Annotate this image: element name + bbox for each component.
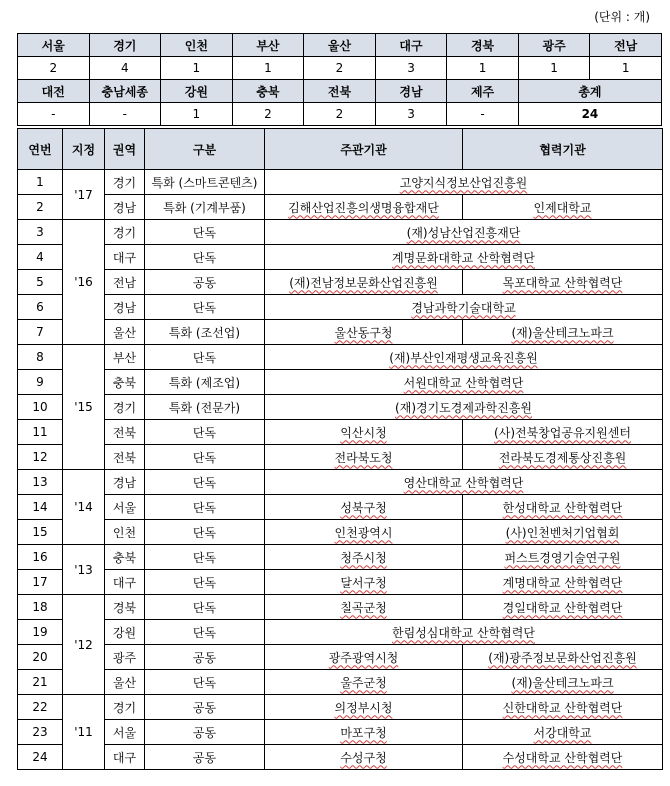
summary-value: 1 — [161, 103, 233, 126]
region-cell: 전북 — [105, 445, 145, 470]
serial-number-cell: 17 — [18, 570, 63, 595]
table-row — [18, 520, 663, 545]
summary-value: 1 — [161, 57, 233, 80]
partner-org-cell — [463, 645, 663, 670]
region-cell: 대구 — [105, 570, 145, 595]
year-cell: '16 — [63, 220, 105, 345]
host-org-text: 칠곡군청 — [340, 600, 387, 615]
host-org-text: 달서구청 — [340, 575, 387, 590]
partner-org-cell — [463, 720, 663, 745]
type-cell: 단독 — [145, 520, 265, 545]
summary-value: - — [89, 103, 161, 126]
serial-number-cell: 1 — [18, 170, 63, 195]
year-cell: '12 — [63, 595, 105, 695]
host-org-cell — [265, 595, 463, 620]
summary-label: 전북 — [304, 80, 376, 103]
host-org-text: 한림성심대학교 산학협력단 — [392, 625, 535, 640]
type-cell: 단독 — [145, 670, 265, 695]
type-cell: 단독 — [145, 570, 265, 595]
partner-org-cell — [463, 445, 663, 470]
summary-value: 2 — [232, 103, 304, 126]
column-header: 협력기관 — [463, 129, 663, 170]
host-org-text: 청주시청 — [340, 550, 387, 565]
serial-number-cell: 23 — [18, 720, 63, 745]
partner-org-text: (재)울산테크노파크 — [511, 325, 614, 340]
year-cell: '14 — [63, 470, 105, 545]
summary-label: 경남 — [375, 80, 447, 103]
host-org-cell — [265, 395, 663, 420]
host-org-text: 서원대학교 산학협력단 — [403, 375, 524, 390]
region-cell: 경남 — [105, 195, 145, 220]
serial-number-cell: 11 — [18, 420, 63, 445]
host-org-text: 울주군청 — [340, 675, 387, 690]
partner-org-text: 경일대학교 산학협력단 — [502, 600, 623, 615]
type-cell: 공동 — [145, 695, 265, 720]
region-cell: 충북 — [105, 545, 145, 570]
table-row — [18, 170, 663, 195]
region-cell: 경기 — [105, 695, 145, 720]
partner-org-text: (사)전북창업공유지원센터 — [494, 425, 631, 440]
serial-number-cell: 20 — [18, 645, 63, 670]
host-org-text: 김해산업진흥의생명융합재단 — [288, 200, 439, 215]
summary-label: 충남세종 — [89, 80, 161, 103]
partner-org-cell — [463, 420, 663, 445]
table-row — [18, 745, 663, 770]
region-cell: 경북 — [105, 595, 145, 620]
summary-total-value: 24 — [518, 103, 661, 126]
type-cell: 단독 — [145, 545, 265, 570]
region-cell: 서울 — [105, 495, 145, 520]
type-cell: 단독 — [145, 470, 265, 495]
serial-number-cell: 21 — [18, 670, 63, 695]
table-row — [18, 220, 663, 245]
host-org-cell — [265, 345, 663, 370]
region-cell: 대구 — [105, 745, 145, 770]
summary-value-row-1 — [18, 57, 662, 80]
host-org-text: 인천광역시 — [334, 525, 393, 540]
partner-org-cell — [463, 495, 663, 520]
host-org-cell — [265, 420, 463, 445]
table-row — [18, 645, 663, 670]
host-org-text: 마포구청 — [340, 725, 387, 740]
type-cell: 공동 — [145, 645, 265, 670]
summary-header-row-2 — [18, 80, 662, 103]
summary-value: 1 — [447, 57, 519, 80]
partner-org-text: 한성대학교 산학협력단 — [502, 500, 623, 515]
serial-number-cell: 15 — [18, 520, 63, 545]
host-org-cell — [265, 745, 463, 770]
host-org-cell — [265, 695, 463, 720]
type-cell: 단독 — [145, 420, 265, 445]
serial-number-cell: 19 — [18, 620, 63, 645]
table-row — [18, 245, 663, 270]
region-cell: 전북 — [105, 420, 145, 445]
summary-value: 1 — [518, 57, 590, 80]
host-org-cell — [265, 245, 663, 270]
type-cell: 단독 — [145, 245, 265, 270]
serial-number-cell: 10 — [18, 395, 63, 420]
partner-org-text: 서강대학교 — [533, 725, 592, 740]
region-cell: 부산 — [105, 345, 145, 370]
summary-label: 인천 — [161, 34, 233, 57]
host-org-text: 성북구청 — [340, 500, 387, 515]
host-org-cell — [265, 670, 463, 695]
serial-number-cell: 8 — [18, 345, 63, 370]
partner-org-cell — [463, 270, 663, 295]
summary-value: 2 — [18, 57, 90, 80]
region-cell: 전남 — [105, 270, 145, 295]
type-cell: 단독 — [145, 595, 265, 620]
host-org-cell — [265, 220, 663, 245]
summary-header-row-1 — [18, 34, 662, 57]
table-row — [18, 595, 663, 620]
summary-value: 2 — [304, 103, 376, 126]
type-cell: 단독 — [145, 620, 265, 645]
table-row — [18, 395, 663, 420]
table-row — [18, 545, 663, 570]
host-org-text: 의정부시청 — [334, 700, 393, 715]
table-row — [18, 295, 663, 320]
type-cell: 단독 — [145, 495, 265, 520]
serial-number-cell: 22 — [18, 695, 63, 720]
summary-label: 경북 — [447, 34, 519, 57]
serial-number-cell: 6 — [18, 295, 63, 320]
summary-label: 울산 — [304, 34, 376, 57]
type-cell: 특화 (기계부품) — [145, 195, 265, 220]
host-org-cell — [265, 545, 463, 570]
partner-org-text: 목포대학교 산학협력단 — [502, 275, 623, 290]
summary-label: 서울 — [18, 34, 90, 57]
region-cell: 광주 — [105, 645, 145, 670]
host-org-text: (재)성남산업진흥재단 — [406, 225, 521, 240]
partner-org-text: (사)인천벤처기업협회 — [505, 525, 620, 540]
region-cell: 울산 — [105, 670, 145, 695]
host-org-cell — [265, 270, 463, 295]
year-cell: '11 — [63, 695, 105, 770]
region-summary-table — [17, 33, 662, 126]
summary-label: 대구 — [375, 34, 447, 57]
host-org-text: (재)전남정보문화산업진흥원 — [289, 275, 438, 290]
host-org-cell — [265, 470, 663, 495]
partner-org-text: (재)울산테크노파크 — [511, 675, 614, 690]
table-row — [18, 670, 663, 695]
host-org-cell — [265, 370, 663, 395]
table-row — [18, 720, 663, 745]
column-header: 주관기관 — [265, 129, 463, 170]
table-row — [18, 695, 663, 720]
summary-label: 경기 — [89, 34, 161, 57]
table-row — [18, 420, 663, 445]
region-cell: 경기 — [105, 395, 145, 420]
summary-label: 충북 — [232, 80, 304, 103]
host-org-cell — [265, 495, 463, 520]
table-row — [18, 345, 663, 370]
table-row — [18, 495, 663, 520]
partner-org-cell — [463, 545, 663, 570]
summary-label: 강원 — [161, 80, 233, 103]
host-org-text: 수성구청 — [340, 750, 387, 765]
partner-org-cell — [463, 695, 663, 720]
table-row — [18, 620, 663, 645]
host-org-text: 광주광역시청 — [328, 650, 399, 665]
summary-value: 3 — [375, 103, 447, 126]
partner-org-cell — [463, 745, 663, 770]
year-cell: '17 — [63, 170, 105, 220]
serial-number-cell: 16 — [18, 545, 63, 570]
partner-org-text: 퍼스트경영기술연구원 — [504, 550, 621, 565]
serial-number-cell: 18 — [18, 595, 63, 620]
partner-org-text: 수성대학교 산학협력단 — [502, 750, 623, 765]
region-cell: 경남 — [105, 470, 145, 495]
partner-org-cell — [463, 570, 663, 595]
summary-value-row-2 — [18, 103, 662, 126]
host-org-text: (재)경기도경제과학진흥원 — [395, 400, 532, 415]
serial-number-cell: 14 — [18, 495, 63, 520]
type-cell: 단독 — [145, 295, 265, 320]
serial-number-cell: 4 — [18, 245, 63, 270]
region-cell: 인천 — [105, 520, 145, 545]
summary-value: 3 — [375, 57, 447, 80]
host-org-cell — [265, 445, 463, 470]
column-header: 권역 — [105, 129, 145, 170]
summary-value: 1 — [590, 57, 662, 80]
serial-number-cell: 9 — [18, 370, 63, 395]
region-cell: 강원 — [105, 620, 145, 645]
serial-number-cell: 24 — [18, 745, 63, 770]
type-cell: 특화 (전문가) — [145, 395, 265, 420]
host-org-text: 계명문화대학교 산학협력단 — [392, 250, 535, 265]
column-header: 구분 — [145, 129, 265, 170]
summary-label: 제주 — [447, 80, 519, 103]
partner-org-cell — [463, 320, 663, 345]
host-org-cell — [265, 320, 463, 345]
partner-org-text: 인제대학교 — [533, 200, 592, 215]
region-cell: 경기 — [105, 220, 145, 245]
column-header: 연번 — [18, 129, 63, 170]
column-header: 지정 — [63, 129, 105, 170]
summary-value: 2 — [304, 57, 376, 80]
year-cell: '15 — [63, 345, 105, 470]
type-cell: 특화 (제조업) — [145, 370, 265, 395]
summary-value: 1 — [232, 57, 304, 80]
table-row — [18, 270, 663, 295]
serial-number-cell: 13 — [18, 470, 63, 495]
summary-label: 전남 — [590, 34, 662, 57]
serial-number-cell: 5 — [18, 270, 63, 295]
region-cell: 울산 — [105, 320, 145, 345]
host-org-cell — [265, 195, 463, 220]
host-org-text: (재)부산인재평생교육진흥원 — [389, 350, 538, 365]
serial-number-cell: 3 — [18, 220, 63, 245]
host-org-text: 경남과학기술대학교 — [411, 300, 516, 315]
table-row — [18, 195, 663, 220]
type-cell: 특화 (조선업) — [145, 320, 265, 345]
region-cell: 경기 — [105, 170, 145, 195]
table-row — [18, 320, 663, 345]
host-org-cell — [265, 570, 463, 595]
partner-org-text: (재)광주정보문화산업진흥원 — [488, 650, 637, 665]
host-org-text: 영산대학교 산학협력단 — [403, 475, 524, 490]
type-cell: 특화 (스마트콘텐츠) — [145, 170, 265, 195]
center-list-table — [17, 128, 663, 770]
summary-total-label: 총계 — [518, 80, 661, 103]
partner-org-text: 계명대학교 산학협력단 — [502, 575, 623, 590]
partner-org-cell — [463, 195, 663, 220]
partner-org-cell — [463, 670, 663, 695]
table-row — [18, 570, 663, 595]
partner-org-cell — [463, 520, 663, 545]
type-cell: 공동 — [145, 270, 265, 295]
type-cell: 단독 — [145, 220, 265, 245]
region-cell: 대구 — [105, 245, 145, 270]
serial-number-cell: 12 — [18, 445, 63, 470]
table-row — [18, 445, 663, 470]
host-org-cell — [265, 520, 463, 545]
table-row — [18, 370, 663, 395]
host-org-cell — [265, 645, 463, 670]
host-org-text: 울산동구청 — [334, 325, 393, 340]
summary-value: - — [18, 103, 90, 126]
table-header-row — [18, 129, 663, 170]
type-cell: 단독 — [145, 345, 265, 370]
table-body — [18, 170, 663, 770]
host-org-cell — [265, 295, 663, 320]
summary-value: 4 — [89, 57, 161, 80]
type-cell: 공동 — [145, 720, 265, 745]
table-row — [18, 470, 663, 495]
unit-label: (단위 : 개) — [594, 10, 650, 24]
serial-number-cell: 2 — [18, 195, 63, 220]
type-cell: 공동 — [145, 745, 265, 770]
partner-org-cell — [463, 595, 663, 620]
host-org-cell — [265, 620, 663, 645]
summary-label: 대전 — [18, 80, 90, 103]
host-org-cell — [265, 720, 463, 745]
region-cell: 경남 — [105, 295, 145, 320]
partner-org-text: 신한대학교 산학협력단 — [502, 700, 623, 715]
host-org-text: 전라북도청 — [334, 450, 393, 465]
region-cell: 서울 — [105, 720, 145, 745]
host-org-text: 고양지식정보산업진흥원 — [399, 175, 528, 190]
region-cell: 충북 — [105, 370, 145, 395]
partner-org-text: 전라북도경제통상진흥원 — [498, 450, 627, 465]
type-cell: 단독 — [145, 445, 265, 470]
serial-number-cell: 7 — [18, 320, 63, 345]
year-cell: '13 — [63, 545, 105, 595]
host-org-cell — [265, 170, 663, 195]
summary-label: 광주 — [518, 34, 590, 57]
summary-label: 부산 — [232, 34, 304, 57]
host-org-text: 익산시청 — [340, 425, 387, 440]
summary-value: - — [447, 103, 519, 126]
